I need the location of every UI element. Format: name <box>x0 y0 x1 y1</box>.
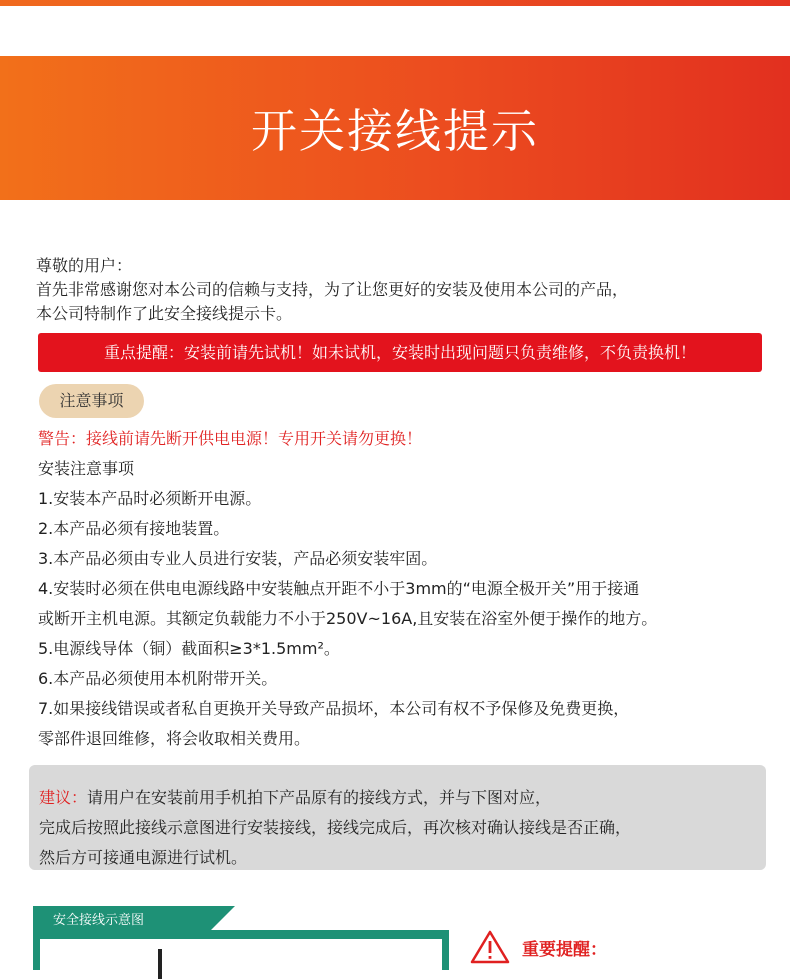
note-item: 1.安装本产品时必须断开电源。 <box>38 489 262 508</box>
notes-heading: 安装注意事项 <box>38 459 135 478</box>
note-item: 7.如果接线错误或者私自更换开关导致产品损坏，本公司有权不予保修及免费更换， <box>38 699 630 718</box>
warning-text: 警告：接线前请先断开供电电源！专用开关请勿更换！ <box>38 429 423 448</box>
diagram-canvas <box>40 939 442 979</box>
note-item: 4.安装时必须在供电电源线路中安装触点开距不小于3mm的“电源全极开关”用于接通 <box>38 579 640 598</box>
header-banner <box>0 56 790 200</box>
greeting-section <box>36 254 756 326</box>
warning-triangle-icon <box>470 930 510 964</box>
note-item: 2.本产品必须有接地装置。 <box>38 519 230 538</box>
top-accent-strip <box>0 0 790 6</box>
greeting-line-1: 首先非常感谢您对本公司的信赖与支持，为了让您更好的安装及使用本公司的产品， <box>36 280 629 299</box>
important-reminder <box>470 930 607 964</box>
note-item: 6.本产品必须使用本机附带开关。 <box>38 669 278 688</box>
greeting-line-2: 本公司特制作了此安全接线提示卡。 <box>36 304 293 323</box>
suggestion-line-2: 完成后按照此接线示意图进行安装接线，接线完成后，再次核对确认接线是否正确， <box>39 818 632 837</box>
page-title: 开关接线提示 <box>251 104 539 158</box>
suggestion-line-3: 然后方可接通电源进行试机。 <box>39 848 248 867</box>
wiring-diagram-panel <box>33 906 449 966</box>
suggestion-label: 建议： <box>39 788 88 807</box>
key-reminder-bar: 重点提醒：安装前请先试机！如未试机，安装时出现问题只负责维修，不负责换机！ <box>38 333 762 372</box>
reminder-title: 重要提醒： <box>522 939 607 960</box>
note-item: 或断开主机电源。其额定负载能力不小于250V~16A,且安装在浴室外便于操作的地方。 <box>38 609 658 628</box>
suggestion-line-1: 请用户在安装前用手机拍下产品原有的接线方式，并与下图对应， <box>87 788 552 807</box>
greeting-salutation: 尊敬的用户： <box>36 256 133 275</box>
diagram-wire <box>158 949 162 979</box>
notes-section <box>38 424 778 754</box>
suggestion-box <box>29 765 766 870</box>
notice-tag: 注意事项 <box>39 384 144 418</box>
note-item: 3.本产品必须由专业人员进行安装，产品必须安装牢固。 <box>38 549 438 568</box>
note-item: 零部件退回维修，将会收取相关费用。 <box>38 729 311 748</box>
note-item: 5.电源线导体（铜）截面积≥3*1.5mm²。 <box>38 639 340 658</box>
diagram-title: 安全接线示意图 <box>53 913 145 928</box>
diagram-title-tab <box>33 906 205 936</box>
